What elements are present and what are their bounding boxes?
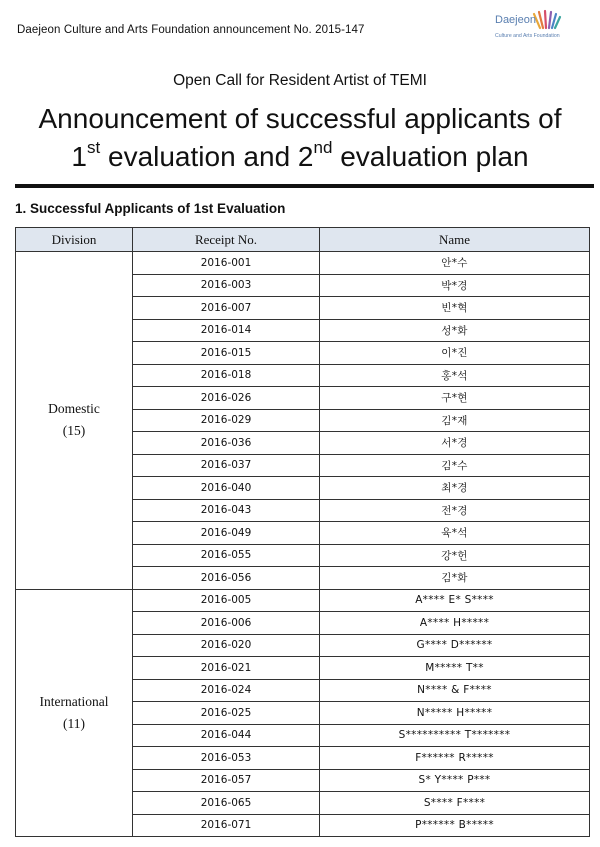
receipt-number-cell: 2016-040 <box>133 477 320 500</box>
applicant-name-cell: S* Y**** P*** <box>320 769 590 792</box>
column-header-division: Division <box>16 228 133 252</box>
applicant-name-cell: N**** & F**** <box>320 679 590 702</box>
title-number-1: 1 <box>71 141 87 172</box>
receipt-number-cell: 2016-021 <box>133 657 320 680</box>
receipt-number-cell: 2016-007 <box>133 297 320 320</box>
receipt-number-cell: 2016-020 <box>133 634 320 657</box>
receipt-number-cell: 2016-044 <box>133 724 320 747</box>
receipt-number-cell: 2016-037 <box>133 454 320 477</box>
applicant-name-cell: A**** H***** <box>320 612 590 635</box>
applicant-name-cell: G**** D****** <box>320 634 590 657</box>
division-cell <box>16 589 133 837</box>
table-body <box>16 252 590 837</box>
division-label: Domestic <box>48 401 100 417</box>
receipt-number-cell: 2016-024 <box>133 679 320 702</box>
table-row <box>16 252 590 275</box>
receipt-number-cell: 2016-071 <box>133 814 320 837</box>
receipt-number-cell: 2016-055 <box>133 544 320 567</box>
applicant-name-cell: 육*석 <box>320 522 590 545</box>
table-row <box>16 589 590 612</box>
applicant-name-cell: 전*경 <box>320 499 590 522</box>
applicant-name-cell: 강*헌 <box>320 544 590 567</box>
division-count: (11) <box>63 715 85 731</box>
applicant-name-cell: P****** B***** <box>320 814 590 837</box>
receipt-number-cell: 2016-006 <box>133 612 320 635</box>
receipt-number-cell: 2016-049 <box>133 522 320 545</box>
applicant-name-cell: 최*경 <box>320 477 590 500</box>
applicant-name-cell: N***** H***** <box>320 702 590 725</box>
division-cell <box>16 252 133 590</box>
document-subtitle: Open Call for Resident Artist of TEMI <box>173 72 427 89</box>
announcement-number: Daejeon Culture and Arts Foundation announcement No. 2015-147 <box>17 24 365 36</box>
applicant-name-cell: 성*화 <box>320 319 590 342</box>
document-title-line-2 <box>0 140 600 174</box>
document-title-line-1: Announcement of successful applicants of <box>38 103 562 134</box>
receipt-number-cell: 2016-005 <box>133 589 320 612</box>
applicant-name-cell: 김*재 <box>320 409 590 432</box>
receipt-number-cell: 2016-043 <box>133 499 320 522</box>
applicant-name-cell: 김*수 <box>320 454 590 477</box>
receipt-number-cell: 2016-065 <box>133 792 320 815</box>
column-header-receipt-no: Receipt No. <box>133 228 320 252</box>
applicant-name-cell: 김*화 <box>320 567 590 590</box>
title-divider <box>15 184 594 188</box>
receipt-number-cell: 2016-003 <box>133 274 320 297</box>
applicant-name-cell: 서*경 <box>320 432 590 455</box>
receipt-number-cell: 2016-001 <box>133 252 320 275</box>
receipt-number-cell: 2016-036 <box>133 432 320 455</box>
applicant-name-cell: 빈*혁 <box>320 297 590 320</box>
applicant-name-cell: 박*경 <box>320 274 590 297</box>
title-ordinal-1: st <box>86 138 101 157</box>
applicant-name-cell: S**** F**** <box>320 792 590 815</box>
applicant-name-cell: A**** E* S**** <box>320 589 590 612</box>
title-end: evaluation plan <box>332 141 529 172</box>
receipt-number-cell: 2016-025 <box>133 702 320 725</box>
receipt-number-cell: 2016-053 <box>133 747 320 770</box>
division-count: (15) <box>62 423 86 439</box>
applicant-name-cell: 홍*석 <box>320 364 590 387</box>
applicant-name-cell: 이*진 <box>320 342 590 365</box>
applicant-name-cell: 구*현 <box>320 387 590 410</box>
receipt-number-cell: 2016-056 <box>133 567 320 590</box>
section-heading: 1. Successful Applicants of 1st Evaluation <box>15 201 286 216</box>
receipt-number-cell: 2016-057 <box>133 769 320 792</box>
logo-subtitle: Culture and Arts Foundation <box>495 33 560 39</box>
logo-name: Daejeon <box>495 14 536 26</box>
applicant-name-cell: F****** R***** <box>320 747 590 770</box>
table-header-row <box>16 228 590 252</box>
receipt-number-cell: 2016-026 <box>133 387 320 410</box>
receipt-number-cell: 2016-014 <box>133 319 320 342</box>
title-ordinal-2: nd <box>313 138 333 157</box>
division-label: International <box>39 693 109 709</box>
column-header-name: Name <box>320 228 590 252</box>
receipt-number-cell: 2016-018 <box>133 364 320 387</box>
receipt-number-cell: 2016-015 <box>133 342 320 365</box>
receipt-number-cell: 2016-029 <box>133 409 320 432</box>
applicants-table <box>15 227 590 837</box>
title-middle: evaluation and 2 <box>100 141 314 172</box>
applicant-name-cell: M***** T** <box>320 657 590 680</box>
applicant-name-cell: 안*수 <box>320 252 590 275</box>
foundation-logo <box>492 8 587 42</box>
applicant-name-cell: S********** T******* <box>320 724 590 747</box>
